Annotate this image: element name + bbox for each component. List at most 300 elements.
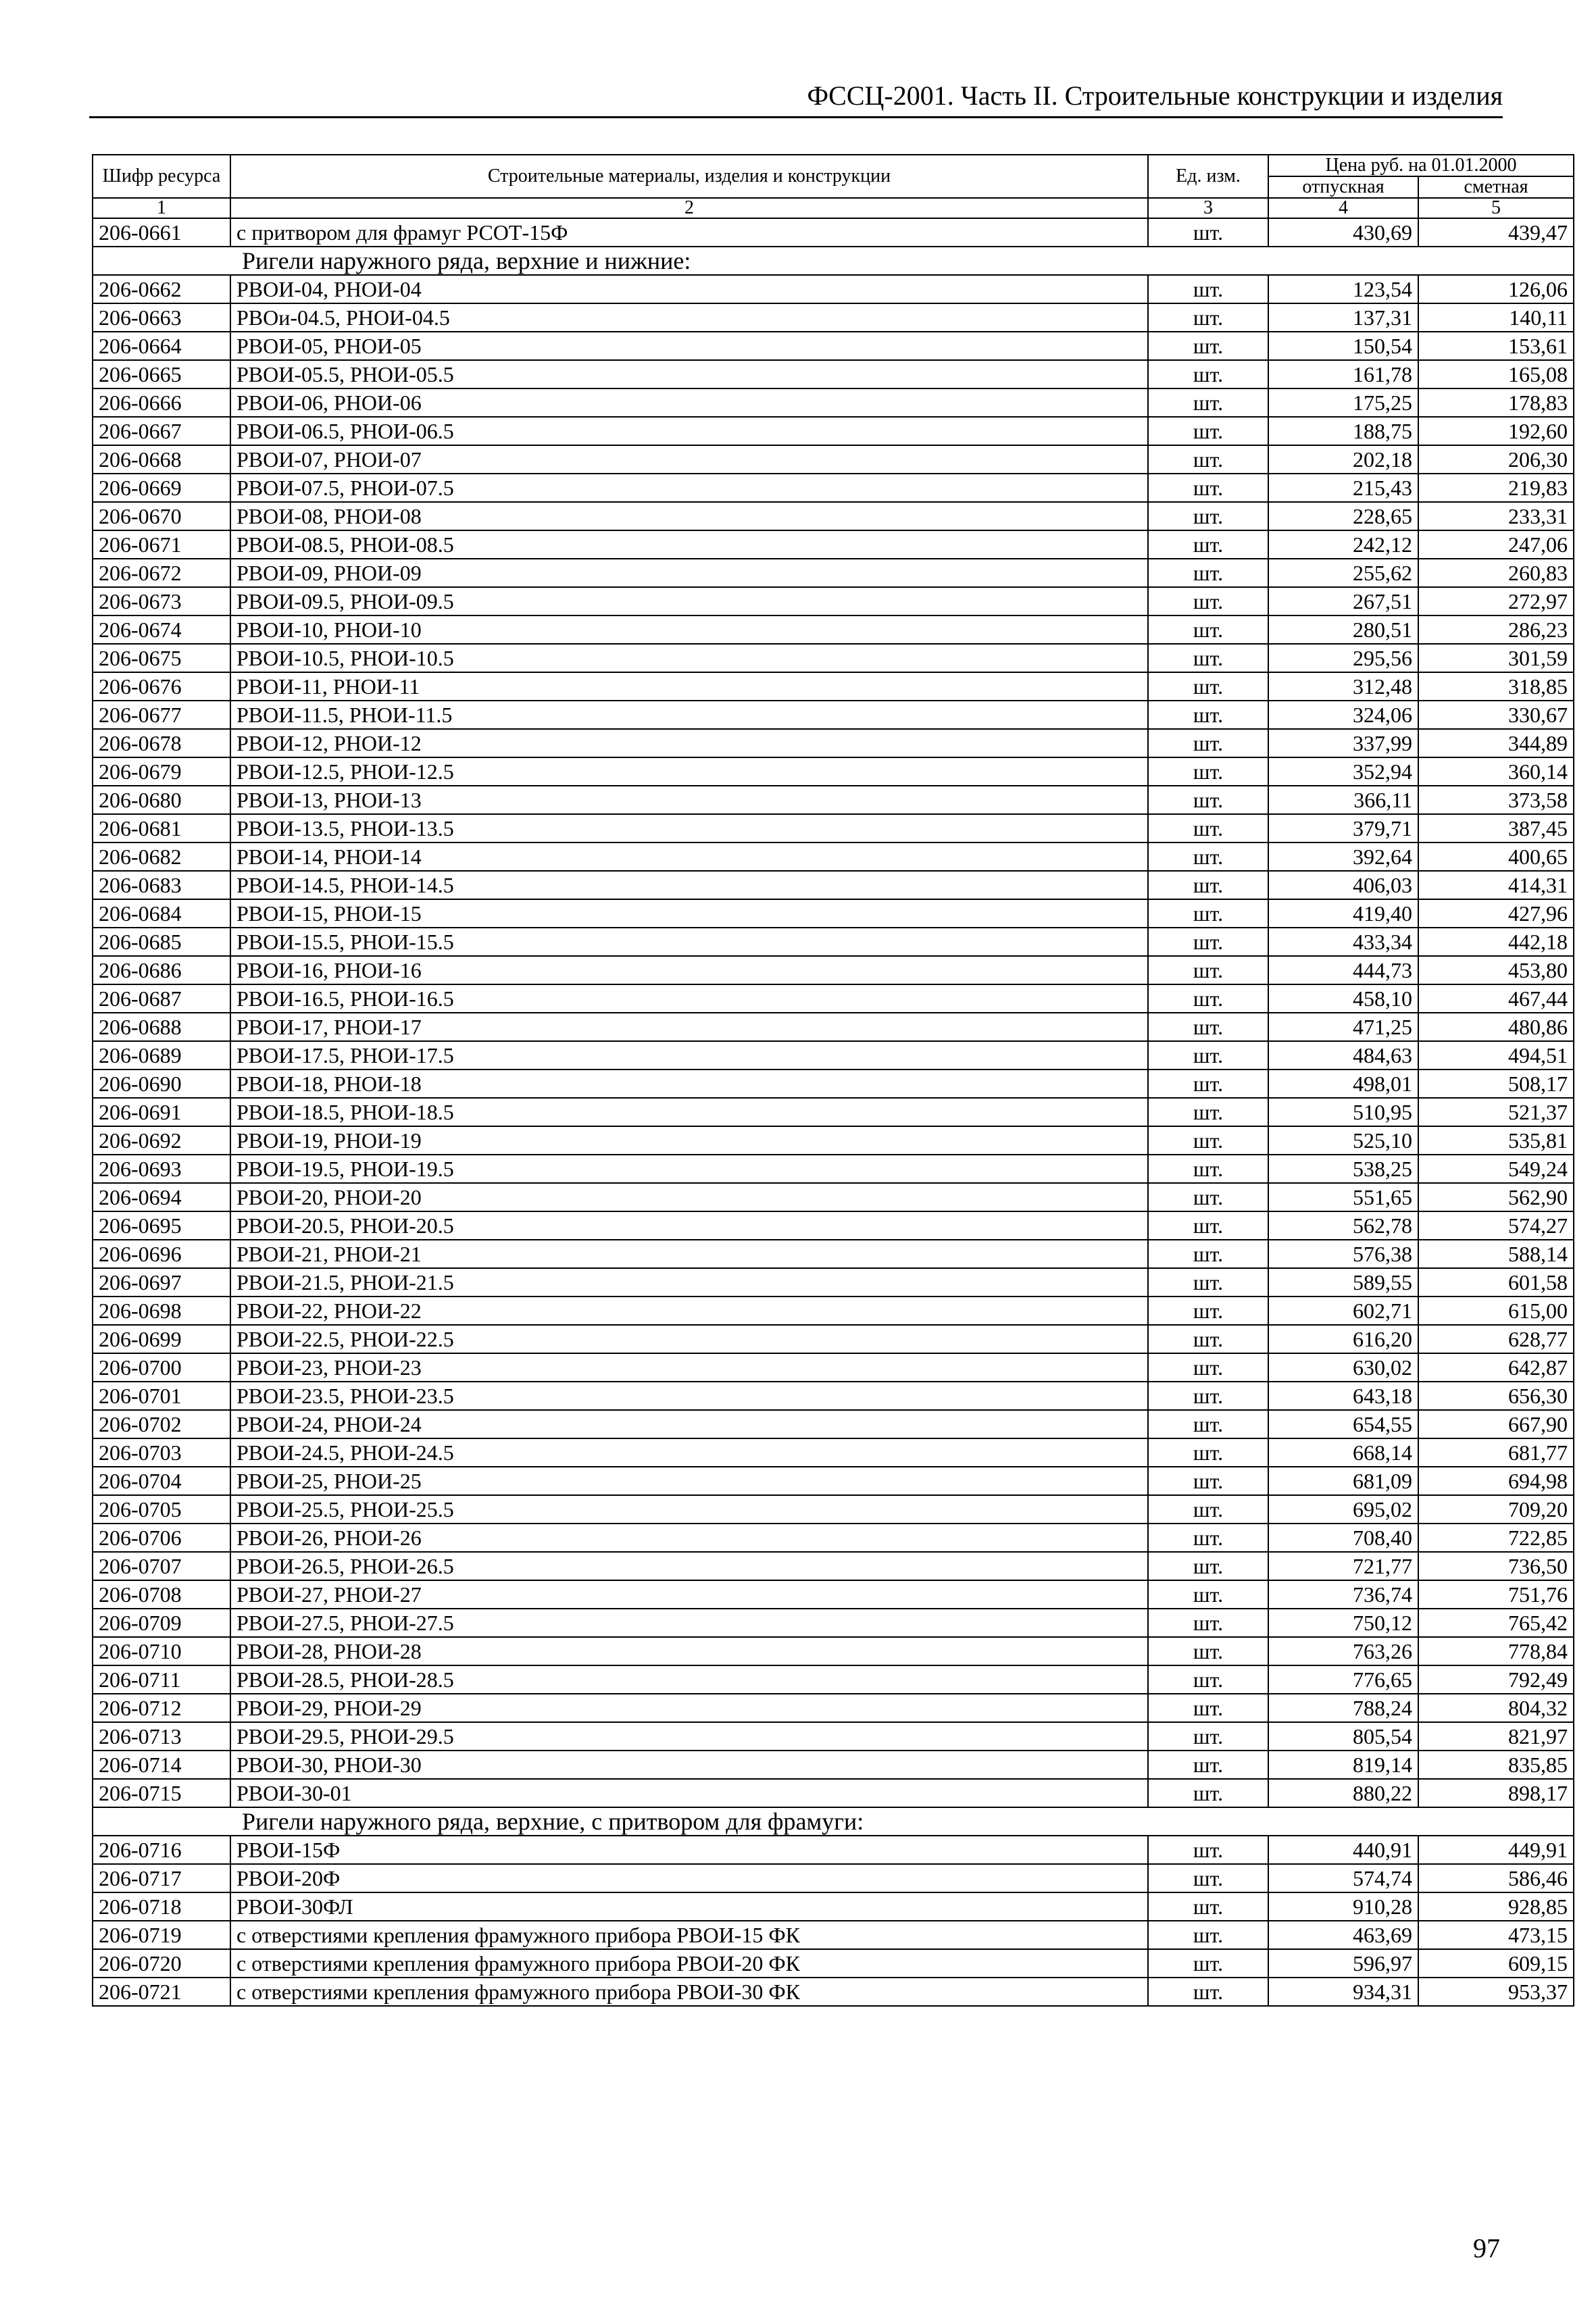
table-row xyxy=(93,1694,1574,1722)
estimate-price: 601,58 xyxy=(1418,1268,1574,1297)
unit-cell: шт. xyxy=(1148,587,1268,615)
resource-code: 206-0712 xyxy=(93,1694,230,1722)
item-name: РВОИ-13, РНОИ-13 xyxy=(230,786,1148,814)
resource-code: 206-0713 xyxy=(93,1722,230,1751)
unit-cell: шт. xyxy=(1148,757,1268,786)
release-price: 596,97 xyxy=(1268,1949,1418,1978)
unit-cell: шт. xyxy=(1148,1609,1268,1637)
item-name: РВОИ-14.5, РНОИ-14.5 xyxy=(230,871,1148,899)
item-name: с притвором для фрамуг РСОТ-15Ф xyxy=(230,218,1148,247)
release-price: 562,78 xyxy=(1268,1211,1418,1240)
release-price: 295,56 xyxy=(1268,644,1418,672)
table-row xyxy=(93,1722,1574,1751)
table-row xyxy=(93,1297,1574,1325)
release-price: 161,78 xyxy=(1268,360,1418,388)
table-row xyxy=(93,1438,1574,1467)
item-name: РВОИ-28.5, РНОИ-28.5 xyxy=(230,1665,1148,1694)
resource-code: 206-0704 xyxy=(93,1467,230,1495)
estimate-price: 400,65 xyxy=(1418,842,1574,871)
item-name: РВОИ-10, РНОИ-10 xyxy=(230,615,1148,644)
item-name: РВОИ-23, РНОИ-23 xyxy=(230,1353,1148,1382)
estimate-price: 286,23 xyxy=(1418,615,1574,644)
resource-code: 206-0674 xyxy=(93,615,230,644)
item-name: РВОИ-20, РНОИ-20 xyxy=(230,1183,1148,1211)
resource-code: 206-0705 xyxy=(93,1495,230,1524)
unit-cell: шт. xyxy=(1148,1580,1268,1609)
table-row xyxy=(93,1495,1574,1524)
resource-code: 206-0700 xyxy=(93,1353,230,1382)
estimate-price: 562,90 xyxy=(1418,1183,1574,1211)
item-name: РВОИ-22.5, РНОИ-22.5 xyxy=(230,1325,1148,1353)
release-price: 750,12 xyxy=(1268,1609,1418,1637)
release-price: 484,63 xyxy=(1268,1041,1418,1070)
unit-cell: шт. xyxy=(1148,1013,1268,1041)
table-row xyxy=(93,842,1574,871)
unit-cell: шт. xyxy=(1148,1665,1268,1694)
release-price: 574,74 xyxy=(1268,1864,1418,1892)
estimate-price: 206,30 xyxy=(1418,445,1574,474)
release-price: 228,65 xyxy=(1268,502,1418,530)
release-price: 602,71 xyxy=(1268,1297,1418,1325)
column-number: 5 xyxy=(1418,198,1574,218)
resource-code: 206-0675 xyxy=(93,644,230,672)
resource-code: 206-0663 xyxy=(93,303,230,332)
item-name: РВОИ-29, РНОИ-29 xyxy=(230,1694,1148,1722)
estimate-price: 439,47 xyxy=(1418,218,1574,247)
estimate-price: 681,77 xyxy=(1418,1438,1574,1467)
table-row xyxy=(93,814,1574,842)
item-name: РВОИ-20.5, РНОИ-20.5 xyxy=(230,1211,1148,1240)
unit-cell: шт. xyxy=(1148,1382,1268,1410)
estimate-price: 178,83 xyxy=(1418,388,1574,417)
table-row xyxy=(93,502,1574,530)
table-row xyxy=(93,1949,1574,1978)
resource-code: 206-0701 xyxy=(93,1382,230,1410)
column-number: 1 xyxy=(93,198,230,218)
estimate-price: 722,85 xyxy=(1418,1524,1574,1552)
estimate-price: 709,20 xyxy=(1418,1495,1574,1524)
unit-cell: шт. xyxy=(1148,899,1268,928)
resource-code: 206-0698 xyxy=(93,1297,230,1325)
estimate-price: 792,49 xyxy=(1418,1665,1574,1694)
resource-code: 206-0708 xyxy=(93,1580,230,1609)
release-price: 668,14 xyxy=(1268,1438,1418,1467)
item-name: РВОИ-27, РНОИ-27 xyxy=(230,1580,1148,1609)
table-row xyxy=(93,474,1574,502)
estimate-price: 192,60 xyxy=(1418,417,1574,445)
release-price: 776,65 xyxy=(1268,1665,1418,1694)
release-price: 498,01 xyxy=(1268,1070,1418,1098)
table-row xyxy=(93,1467,1574,1495)
column-number: 4 xyxy=(1268,198,1418,218)
resource-code: 206-0664 xyxy=(93,332,230,360)
unit-cell: шт. xyxy=(1148,1155,1268,1183)
resource-code: 206-0717 xyxy=(93,1864,230,1892)
estimate-price: 521,37 xyxy=(1418,1098,1574,1126)
estimate-price: 642,87 xyxy=(1418,1353,1574,1382)
estimate-price: 494,51 xyxy=(1418,1041,1574,1070)
item-name: РВОИ-14, РНОИ-14 xyxy=(230,842,1148,871)
release-price: 444,73 xyxy=(1268,956,1418,984)
estimate-price: 480,86 xyxy=(1418,1013,1574,1041)
release-price: 471,25 xyxy=(1268,1013,1418,1041)
unit-cell: шт. xyxy=(1148,559,1268,587)
item-name: РВОИ-30, РНОИ-30 xyxy=(230,1751,1148,1779)
unit-cell: шт. xyxy=(1148,842,1268,871)
release-price: 267,51 xyxy=(1268,587,1418,615)
table-row xyxy=(93,1580,1574,1609)
unit-cell: шт. xyxy=(1148,417,1268,445)
unit-cell: шт. xyxy=(1148,1864,1268,1892)
resource-code: 206-0721 xyxy=(93,1978,230,2006)
item-name: РВОИ-16, РНОИ-16 xyxy=(230,956,1148,984)
estimate-price: 821,97 xyxy=(1418,1722,1574,1751)
estimate-price: 260,83 xyxy=(1418,559,1574,587)
item-name: РВОИ-30-01 xyxy=(230,1779,1148,1807)
release-price: 525,10 xyxy=(1268,1126,1418,1155)
table-row xyxy=(93,1864,1574,1892)
resource-code: 206-0720 xyxy=(93,1949,230,1978)
table-row xyxy=(93,1098,1574,1126)
header-price-group: Цена руб. на 01.01.2000 xyxy=(1268,155,1574,176)
estimate-price: 442,18 xyxy=(1418,928,1574,956)
price-table xyxy=(92,154,1574,2007)
resource-code: 206-0661 xyxy=(93,218,230,247)
release-price: 392,64 xyxy=(1268,842,1418,871)
header-release: отпускная xyxy=(1268,176,1418,198)
resource-code: 206-0715 xyxy=(93,1779,230,1807)
unit-cell: шт. xyxy=(1148,1978,1268,2006)
unit-cell: шт. xyxy=(1148,1467,1268,1495)
table-row xyxy=(93,218,1574,247)
table-row xyxy=(93,559,1574,587)
resource-code: 206-0697 xyxy=(93,1268,230,1297)
column-number-row xyxy=(93,198,1574,218)
item-name: РВОИ-04, РНОИ-04 xyxy=(230,275,1148,303)
item-name: РВОИ-08.5, РНОИ-08.5 xyxy=(230,530,1148,559)
page-number: 97 xyxy=(1473,2233,1500,2263)
table-row xyxy=(93,1552,1574,1580)
resource-code: 206-0691 xyxy=(93,1098,230,1126)
unit-cell: шт. xyxy=(1148,1240,1268,1268)
estimate-price: 535,81 xyxy=(1418,1126,1574,1155)
header-name: Строительные материалы, изделия и конструкции xyxy=(230,155,1148,198)
resource-code: 206-0662 xyxy=(93,275,230,303)
release-price: 188,75 xyxy=(1268,417,1418,445)
release-price: 440,91 xyxy=(1268,1836,1418,1864)
resource-code: 206-0690 xyxy=(93,1070,230,1098)
resource-code: 206-0719 xyxy=(93,1921,230,1949)
release-price: 202,18 xyxy=(1268,445,1418,474)
release-price: 324,06 xyxy=(1268,701,1418,729)
table-row xyxy=(93,530,1574,559)
estimate-price: 449,91 xyxy=(1418,1836,1574,1864)
item-name: РВОИ-18, РНОИ-18 xyxy=(230,1070,1148,1098)
resource-code: 206-0670 xyxy=(93,502,230,530)
estimate-price: 301,59 xyxy=(1418,644,1574,672)
estimate-price: 667,90 xyxy=(1418,1410,1574,1438)
item-name: РВОИ-20Ф xyxy=(230,1864,1148,1892)
estimate-price: 414,31 xyxy=(1418,871,1574,899)
item-name: РВОИ-29.5, РНОИ-29.5 xyxy=(230,1722,1148,1751)
item-name: РВОИ-26, РНОИ-26 xyxy=(230,1524,1148,1552)
item-name: РВОИ-07.5, РНОИ-07.5 xyxy=(230,474,1148,502)
unit-cell: шт. xyxy=(1148,1751,1268,1779)
release-price: 788,24 xyxy=(1268,1694,1418,1722)
unit-cell: шт. xyxy=(1148,644,1268,672)
unit-cell: шт. xyxy=(1148,388,1268,417)
estimate-price: 153,61 xyxy=(1418,332,1574,360)
item-name: РВОИ-05, РНОИ-05 xyxy=(230,332,1148,360)
release-price: 366,11 xyxy=(1268,786,1418,814)
unit-cell: шт. xyxy=(1148,303,1268,332)
item-name: РВОИ-06, РНОИ-06 xyxy=(230,388,1148,417)
resource-code: 206-0681 xyxy=(93,814,230,842)
resource-code: 206-0687 xyxy=(93,984,230,1013)
estimate-price: 588,14 xyxy=(1418,1240,1574,1268)
item-name: РВОИ-06.5, РНОИ-06.5 xyxy=(230,417,1148,445)
release-price: 137,31 xyxy=(1268,303,1418,332)
resource-code: 206-0694 xyxy=(93,1183,230,1211)
table-row xyxy=(93,1013,1574,1041)
table-row xyxy=(93,1892,1574,1921)
estimate-price: 586,46 xyxy=(1418,1864,1574,1892)
estimate-price: 140,11 xyxy=(1418,303,1574,332)
resource-code: 206-0668 xyxy=(93,445,230,474)
item-name: РВОИ-09.5, РНОИ-09.5 xyxy=(230,587,1148,615)
unit-cell: шт. xyxy=(1148,445,1268,474)
table-row xyxy=(93,1751,1574,1779)
item-name: РВОи-04.5, РНОИ-04.5 xyxy=(230,303,1148,332)
resource-code: 206-0692 xyxy=(93,1126,230,1155)
unit-cell: шт. xyxy=(1148,1098,1268,1126)
unit-cell: шт. xyxy=(1148,729,1268,757)
release-price: 763,26 xyxy=(1268,1637,1418,1665)
item-name: РВОИ-09, РНОИ-09 xyxy=(230,559,1148,587)
resource-code: 206-0710 xyxy=(93,1637,230,1665)
resource-code: 206-0671 xyxy=(93,530,230,559)
item-name: РВОИ-22, РНОИ-22 xyxy=(230,1297,1148,1325)
table-row xyxy=(93,1325,1574,1353)
resource-code: 206-0683 xyxy=(93,871,230,899)
table-row xyxy=(93,1268,1574,1297)
unit-cell: шт. xyxy=(1148,332,1268,360)
column-number: 3 xyxy=(1148,198,1268,218)
table-row xyxy=(93,1836,1574,1864)
estimate-price: 453,80 xyxy=(1418,956,1574,984)
resource-code: 206-0689 xyxy=(93,1041,230,1070)
item-name: с отверстиями крепления фрамужного прибора РВОИ-30 ФК xyxy=(230,1978,1148,2006)
release-price: 538,25 xyxy=(1268,1155,1418,1183)
estimate-price: 928,85 xyxy=(1418,1892,1574,1921)
table-row xyxy=(93,445,1574,474)
table-row xyxy=(93,1353,1574,1382)
release-price: 819,14 xyxy=(1268,1751,1418,1779)
release-price: 708,40 xyxy=(1268,1524,1418,1552)
estimate-price: 373,58 xyxy=(1418,786,1574,814)
estimate-price: 736,50 xyxy=(1418,1552,1574,1580)
unit-cell: шт. xyxy=(1148,615,1268,644)
release-price: 433,34 xyxy=(1268,928,1418,956)
table-row xyxy=(93,1637,1574,1665)
unit-cell: шт. xyxy=(1148,1268,1268,1297)
item-name: РВОИ-24.5, РНОИ-24.5 xyxy=(230,1438,1148,1467)
release-price: 255,62 xyxy=(1268,559,1418,587)
resource-code: 206-0669 xyxy=(93,474,230,502)
estimate-price: 165,08 xyxy=(1418,360,1574,388)
section-title: Ригели наружного ряда, верхние и нижние: xyxy=(93,247,1574,275)
item-name: РВОИ-23.5, РНОИ-23.5 xyxy=(230,1382,1148,1410)
unit-cell: шт. xyxy=(1148,1722,1268,1751)
unit-cell: шт. xyxy=(1148,474,1268,502)
unit-cell: шт. xyxy=(1148,1495,1268,1524)
resource-code: 206-0680 xyxy=(93,786,230,814)
unit-cell: шт. xyxy=(1148,814,1268,842)
unit-cell: шт. xyxy=(1148,1438,1268,1467)
table-row xyxy=(93,871,1574,899)
unit-cell: шт. xyxy=(1148,1637,1268,1665)
item-name: РВОИ-17.5, РНОИ-17.5 xyxy=(230,1041,1148,1070)
estimate-price: 694,98 xyxy=(1418,1467,1574,1495)
release-price: 419,40 xyxy=(1268,899,1418,928)
release-price: 643,18 xyxy=(1268,1382,1418,1410)
resource-code: 206-0707 xyxy=(93,1552,230,1580)
table-row xyxy=(93,275,1574,303)
resource-code: 206-0667 xyxy=(93,417,230,445)
resource-code: 206-0696 xyxy=(93,1240,230,1268)
table-row xyxy=(93,644,1574,672)
table-row xyxy=(93,1211,1574,1240)
unit-cell: шт. xyxy=(1148,1552,1268,1580)
item-name: РВОИ-17, РНОИ-17 xyxy=(230,1013,1148,1041)
release-price: 463,69 xyxy=(1268,1921,1418,1949)
item-name: РВОИ-25.5, РНОИ-25.5 xyxy=(230,1495,1148,1524)
resource-code: 206-0679 xyxy=(93,757,230,786)
unit-cell: шт. xyxy=(1148,672,1268,701)
item-name: РВОИ-05.5, РНОИ-05.5 xyxy=(230,360,1148,388)
item-name: РВОИ-15Ф xyxy=(230,1836,1148,1864)
item-name: с отверстиями крепления фрамужного прибора РВОИ-20 ФК xyxy=(230,1949,1148,1978)
resource-code: 206-0688 xyxy=(93,1013,230,1041)
estimate-price: 387,45 xyxy=(1418,814,1574,842)
item-name: РВОИ-15.5, РНОИ-15.5 xyxy=(230,928,1148,956)
item-name: РВОИ-24, РНОИ-24 xyxy=(230,1410,1148,1438)
release-price: 551,65 xyxy=(1268,1183,1418,1211)
estimate-price: 427,96 xyxy=(1418,899,1574,928)
estimate-price: 272,97 xyxy=(1418,587,1574,615)
table-row xyxy=(93,928,1574,956)
resource-code: 206-0702 xyxy=(93,1410,230,1438)
unit-cell: шт. xyxy=(1148,786,1268,814)
estimate-price: 467,44 xyxy=(1418,984,1574,1013)
header-unit: Ед. изм. xyxy=(1148,155,1268,198)
release-price: 805,54 xyxy=(1268,1722,1418,1751)
table-row xyxy=(93,1978,1574,2006)
item-name: РВОИ-28, РНОИ-28 xyxy=(230,1637,1148,1665)
release-price: 910,28 xyxy=(1268,1892,1418,1921)
unit-cell: шт. xyxy=(1148,1211,1268,1240)
estimate-price: 628,77 xyxy=(1418,1325,1574,1353)
resource-code: 206-0699 xyxy=(93,1325,230,1353)
estimate-price: 549,24 xyxy=(1418,1155,1574,1183)
estimate-price: 219,83 xyxy=(1418,474,1574,502)
release-price: 630,02 xyxy=(1268,1353,1418,1382)
resource-code: 206-0709 xyxy=(93,1609,230,1637)
item-name: РВОИ-30ФЛ xyxy=(230,1892,1148,1921)
release-price: 175,25 xyxy=(1268,388,1418,417)
resource-code: 206-0706 xyxy=(93,1524,230,1552)
estimate-price: 247,06 xyxy=(1418,530,1574,559)
release-price: 654,55 xyxy=(1268,1410,1418,1438)
unit-cell: шт. xyxy=(1148,956,1268,984)
estimate-price: 656,30 xyxy=(1418,1382,1574,1410)
estimate-price: 609,15 xyxy=(1418,1949,1574,1978)
table-row xyxy=(93,1382,1574,1410)
resource-code: 206-0693 xyxy=(93,1155,230,1183)
release-price: 616,20 xyxy=(1268,1325,1418,1353)
estimate-price: 751,76 xyxy=(1418,1580,1574,1609)
table-row xyxy=(93,587,1574,615)
release-price: 215,43 xyxy=(1268,474,1418,502)
unit-cell: шт. xyxy=(1148,1836,1268,1864)
resource-code: 206-0703 xyxy=(93,1438,230,1467)
resource-code: 206-0665 xyxy=(93,360,230,388)
table-row xyxy=(93,899,1574,928)
table-row xyxy=(93,1524,1574,1552)
header-estimate: сметная xyxy=(1418,176,1574,198)
estimate-price: 804,32 xyxy=(1418,1694,1574,1722)
table-row xyxy=(93,672,1574,701)
resource-code: 206-0666 xyxy=(93,388,230,417)
resource-code: 206-0676 xyxy=(93,672,230,701)
table-row xyxy=(93,1126,1574,1155)
resource-code: 206-0685 xyxy=(93,928,230,956)
item-name: РВОИ-16.5, РНОИ-16.5 xyxy=(230,984,1148,1013)
resource-code: 206-0718 xyxy=(93,1892,230,1921)
table-row xyxy=(93,417,1574,445)
table-row xyxy=(93,729,1574,757)
release-price: 430,69 xyxy=(1268,218,1418,247)
release-price: 736,74 xyxy=(1268,1580,1418,1609)
table-row xyxy=(93,701,1574,729)
resource-code: 206-0682 xyxy=(93,842,230,871)
resource-code: 206-0677 xyxy=(93,701,230,729)
table-row xyxy=(93,1410,1574,1438)
unit-cell: шт. xyxy=(1148,1041,1268,1070)
resource-code: 206-0716 xyxy=(93,1836,230,1864)
estimate-price: 473,15 xyxy=(1418,1921,1574,1949)
table-row xyxy=(93,956,1574,984)
release-price: 721,77 xyxy=(1268,1552,1418,1580)
item-name: РВОИ-27.5, РНОИ-27.5 xyxy=(230,1609,1148,1637)
item-name: с отверстиями крепления фрамужного прибора РВОИ-15 ФК xyxy=(230,1921,1148,1949)
item-name: РВОИ-11, РНОИ-11 xyxy=(230,672,1148,701)
unit-cell: шт. xyxy=(1148,275,1268,303)
unit-cell: шт. xyxy=(1148,984,1268,1013)
resource-code: 206-0673 xyxy=(93,587,230,615)
section-row xyxy=(93,1807,1574,1836)
estimate-price: 953,37 xyxy=(1418,1978,1574,2006)
header-code: Шифр ресурса xyxy=(93,155,230,198)
item-name: РВОИ-26.5, РНОИ-26.5 xyxy=(230,1552,1148,1580)
table-row xyxy=(93,1921,1574,1949)
column-number: 2 xyxy=(230,198,1148,218)
unit-cell: шт. xyxy=(1148,1297,1268,1325)
unit-cell: шт. xyxy=(1148,1070,1268,1098)
table-row xyxy=(93,786,1574,814)
unit-cell: шт. xyxy=(1148,1410,1268,1438)
section-row xyxy=(93,247,1574,275)
